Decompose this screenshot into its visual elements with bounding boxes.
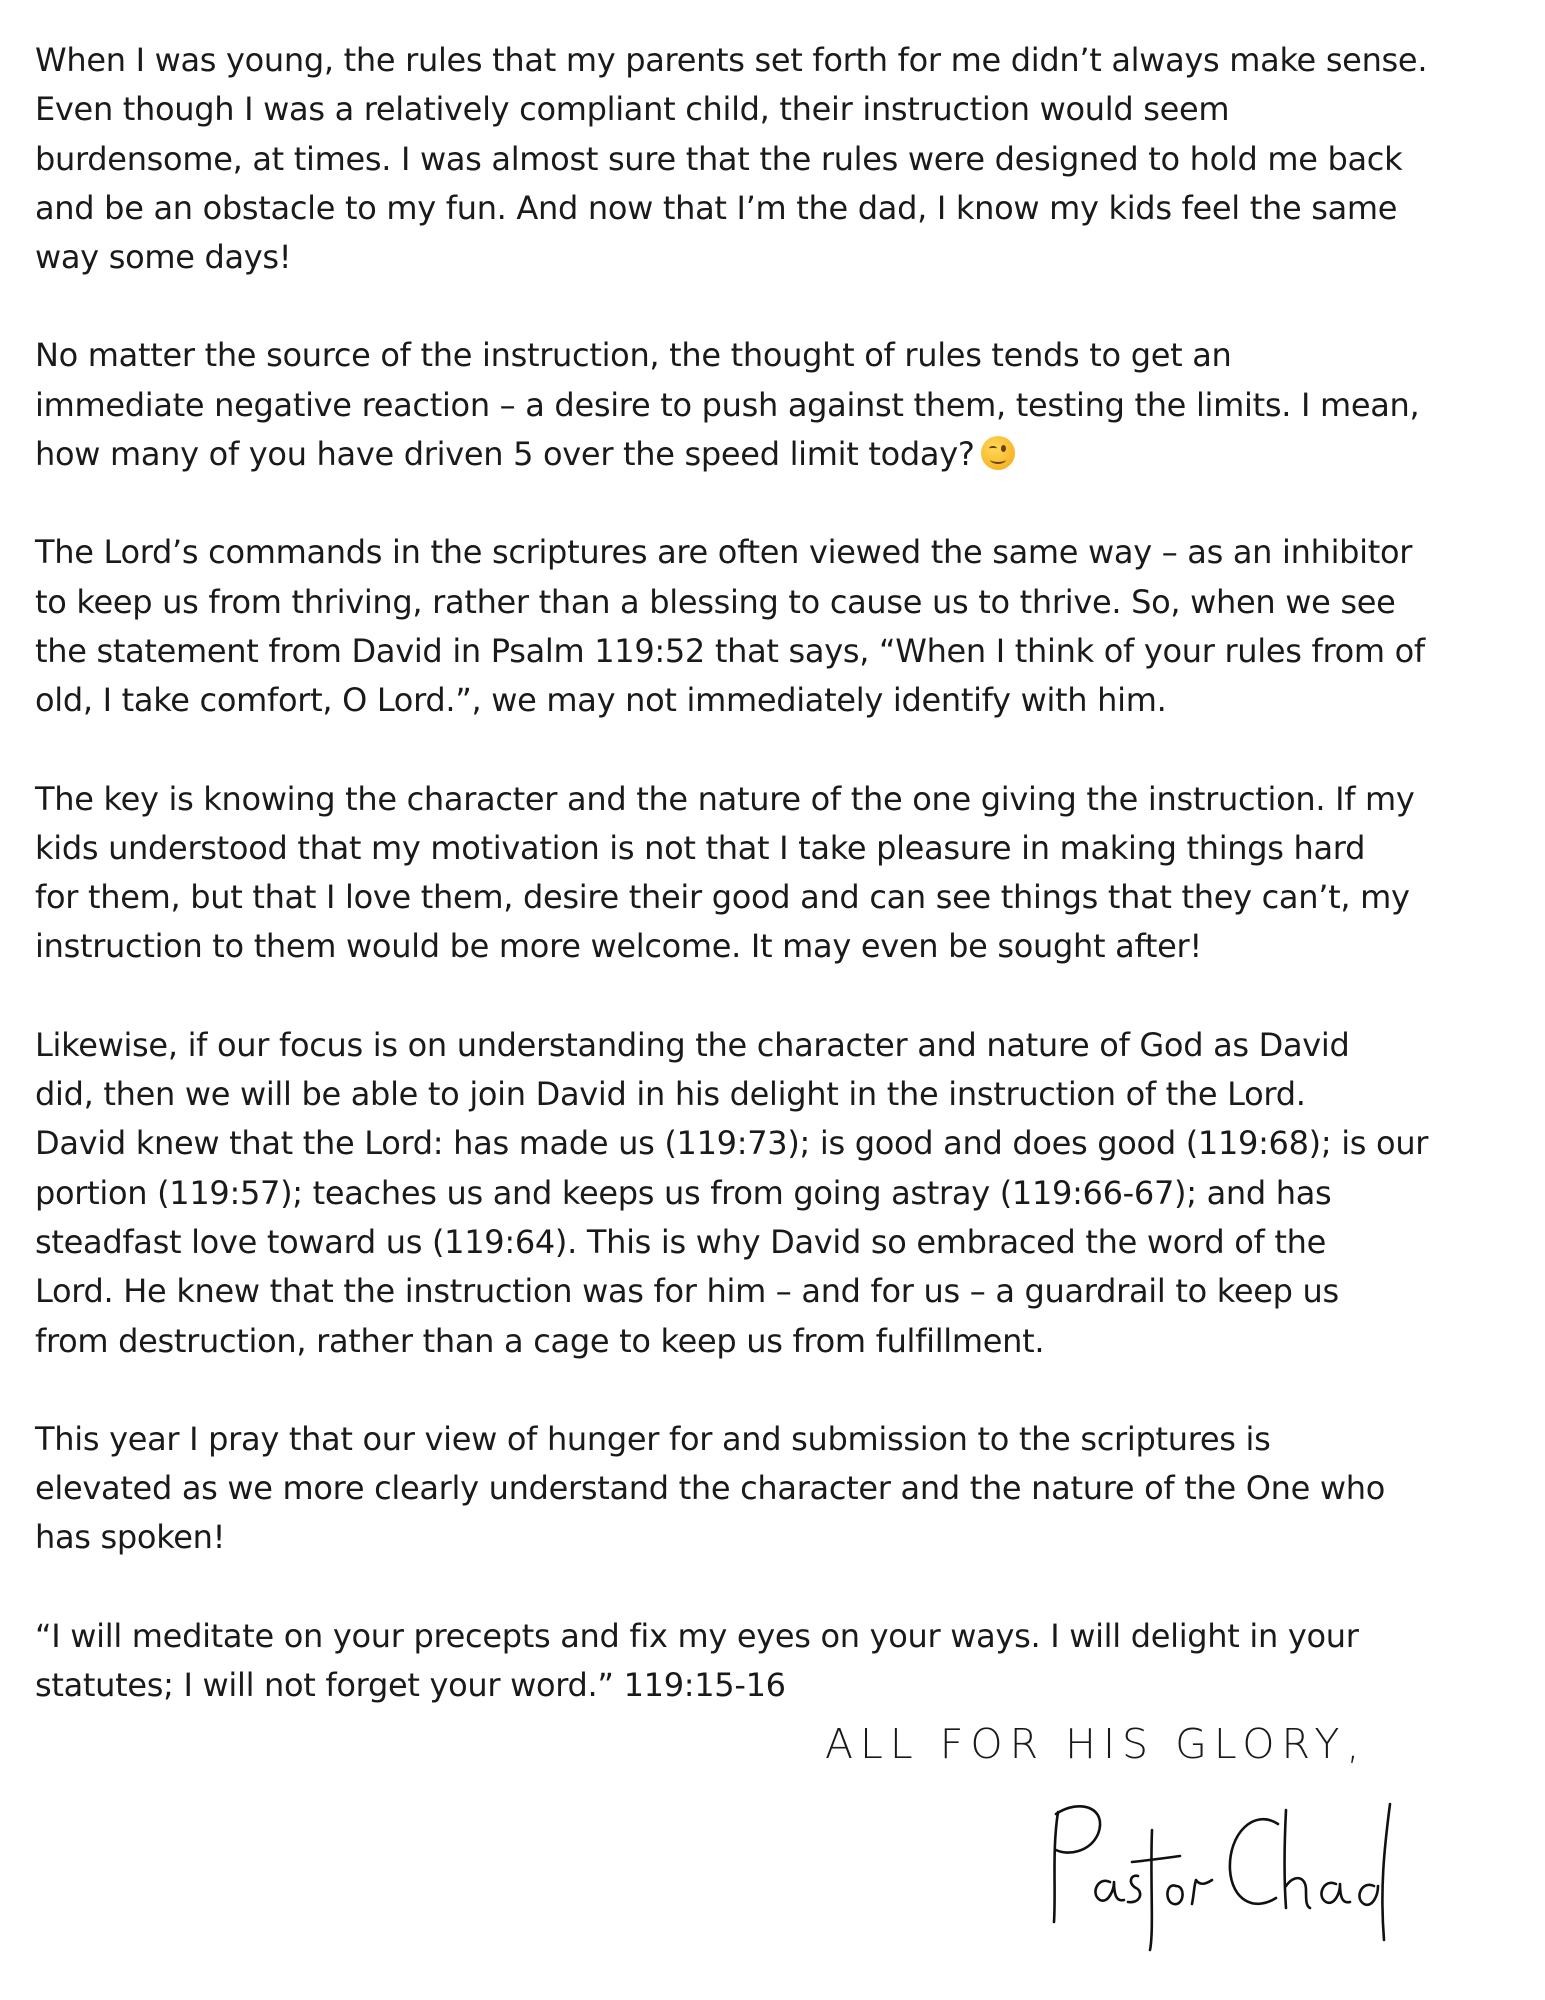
paragraph-1 [35, 36, 1525, 282]
text-line: Likewise, if our focus is on understanding the character and nature of God as David [35, 1025, 1350, 1064]
text-line: steadfast love toward us (119:64). This is why David so embraced the word of the [35, 1222, 1326, 1261]
text-line: This year I pray that our view of hunger for and submission to the scriptures is [35, 1419, 1271, 1458]
handwritten-signature [1040, 1790, 1420, 1960]
text-line: portion (119:57); teaches us and keeps us from going astray (119:66-67); and has [35, 1173, 1332, 1212]
text-line: has spoken! [35, 1518, 226, 1557]
paragraph-5 [35, 1021, 1525, 1366]
text-line: statutes; I will not forget your word.” 119:15-16 [35, 1666, 786, 1705]
text-line: The key is knowing the character and the nature of the one giving the instruction. If my [35, 779, 1415, 818]
text-line: Even though I was a relatively compliant child, their instruction would seem [35, 90, 1230, 129]
text-line: way some days! [35, 238, 292, 277]
text-line: for them, but that I love them, desire their good and can see things that they can’t, my [35, 878, 1410, 917]
paragraph-6 [35, 1415, 1525, 1563]
text-line: how many of you have driven 5 over the speed limit today? [35, 435, 975, 474]
text-line: kids understood that my motivation is not that I take pleasure in making things hard [35, 828, 1366, 867]
letter-body [35, 36, 1525, 1759]
text-line: elevated as we more clearly understand the character and the nature of the One who [35, 1469, 1385, 1508]
text-line: No matter the source of the instruction, the thought of rules tends to get an [35, 336, 1232, 375]
closing-line: ALL FOR HIS GLORY, [825, 1720, 1367, 1768]
text-line: Lord. He knew that the instruction was for him – and for us – a guardrail to keep us [35, 1272, 1339, 1311]
text-line: did, then we will be able to join David in his delight in the instruction of the Lord. [35, 1075, 1306, 1114]
winking-face-emoji-icon [981, 436, 1015, 470]
text-line: burdensome, at times. I was almost sure that the rules were designed to hold me back [35, 139, 1403, 178]
text-line: from destruction, rather than a cage to keep us from fulfillment. [35, 1321, 1045, 1360]
text-line: immediate negative reaction – a desire to push against them, testing the limits. I mean, [35, 385, 1420, 424]
text-line: to keep us from thriving, rather than a blessing to cause us to thrive. So, when we see [35, 582, 1396, 621]
text-line: “I will meditate on your precepts and fix my eyes on your ways. I will delight in your [35, 1616, 1359, 1655]
text-line: and be an obstacle to my fun. And now that I’m the dad, I know my kids feel the same [35, 188, 1398, 227]
text-line-with-emoji [35, 430, 1525, 479]
text-line: old, I take comfort, O Lord.”, we may not immediately identify with him. [35, 681, 1167, 720]
paragraph-4 [35, 775, 1525, 972]
text-line: The Lord’s commands in the scriptures are often viewed the same way – as an inhibitor [35, 533, 1413, 572]
paragraph-7-quote [35, 1612, 1525, 1711]
text-line: instruction to them would be more welcome. It may even be sought after! [35, 927, 1202, 966]
paragraph-3 [35, 528, 1525, 725]
text-line: David knew that the Lord: has made us (119:73); is good and does good (119:68); is our [35, 1124, 1429, 1163]
text-line: When I was young, the rules that my parents set forth for me didn’t always make sense. [35, 41, 1428, 79]
text-line: the statement from David in Psalm 119:52 that says, “When I think of your rules from of [35, 631, 1425, 670]
paragraph-2 [35, 331, 1525, 479]
